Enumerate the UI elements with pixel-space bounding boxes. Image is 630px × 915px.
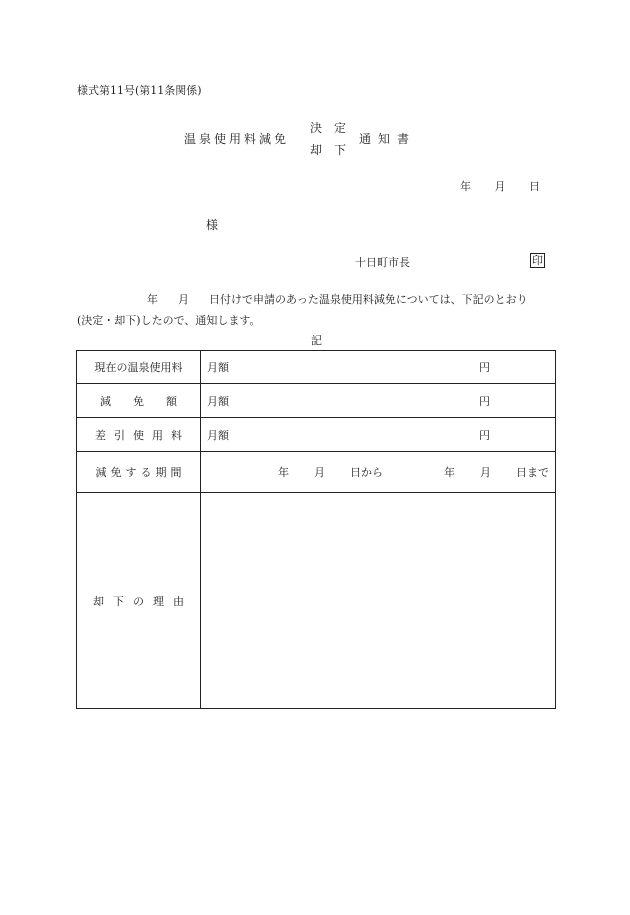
yen-unit: 円 xyxy=(479,361,490,374)
date-day-label: 日 xyxy=(529,180,540,193)
reduction-amount-field[interactable] xyxy=(201,384,556,418)
period-from-day: 日から xyxy=(350,466,383,479)
form-number: 様式第11号(第11条関係) xyxy=(77,84,202,97)
period-to-year: 年 xyxy=(444,466,455,479)
seal-mark: 印 xyxy=(532,254,543,267)
date-month-label: 月 xyxy=(494,180,506,193)
issue-date xyxy=(460,181,540,192)
issuer-name: 十日町市長 xyxy=(355,256,410,269)
table-row xyxy=(77,384,556,418)
yen-unit: 円 xyxy=(479,428,490,442)
document-title-notice: 通知書 xyxy=(359,132,417,146)
body-text-line1 xyxy=(147,294,528,305)
net-fee-label: 差引使用料 xyxy=(77,418,201,452)
document-title-rejection: 却下 xyxy=(310,143,359,157)
table-row xyxy=(77,351,556,384)
details-table xyxy=(76,350,556,709)
net-fee-field[interactable] xyxy=(201,418,556,452)
rejection-reason-label: 却下の理由 xyxy=(77,493,201,709)
body-text-main: 日付けで申請のあった温泉使用料減免については、下記のとおり xyxy=(209,293,528,306)
period-to-month: 月 xyxy=(480,466,491,479)
table-row xyxy=(77,452,556,493)
monthly-prefix: 月額 xyxy=(207,361,229,374)
period-from-year: 年 xyxy=(278,466,289,479)
document-title-decision: 決定 xyxy=(310,121,359,135)
addressee-suffix: 様 xyxy=(206,218,219,232)
ki-heading: 記 xyxy=(311,334,322,347)
period-field[interactable] xyxy=(201,452,556,493)
body-text-line2: (決定・却下)したので、通知します。 xyxy=(77,314,261,327)
table-row xyxy=(77,493,556,709)
body-year-label: 年 xyxy=(147,293,158,306)
rejection-reason-field[interactable] xyxy=(201,493,556,709)
current-fee-label: 現在の温泉使用料 xyxy=(77,351,201,384)
table-row xyxy=(77,418,556,452)
period-label: 減免する期間 xyxy=(77,452,201,493)
period-from-month: 月 xyxy=(314,466,325,479)
current-fee-field[interactable] xyxy=(201,351,556,384)
monthly-prefix: 月額 xyxy=(207,428,229,442)
reduction-amount-label: 減免額 xyxy=(77,384,201,418)
monthly-prefix: 月額 xyxy=(207,394,229,408)
date-year-label: 年 xyxy=(460,180,471,193)
body-month-label: 月 xyxy=(178,293,189,306)
yen-unit: 円 xyxy=(479,394,490,408)
document-title-subject: 温泉使用料減免 xyxy=(184,132,290,146)
period-to-day: 日まで xyxy=(516,466,549,479)
